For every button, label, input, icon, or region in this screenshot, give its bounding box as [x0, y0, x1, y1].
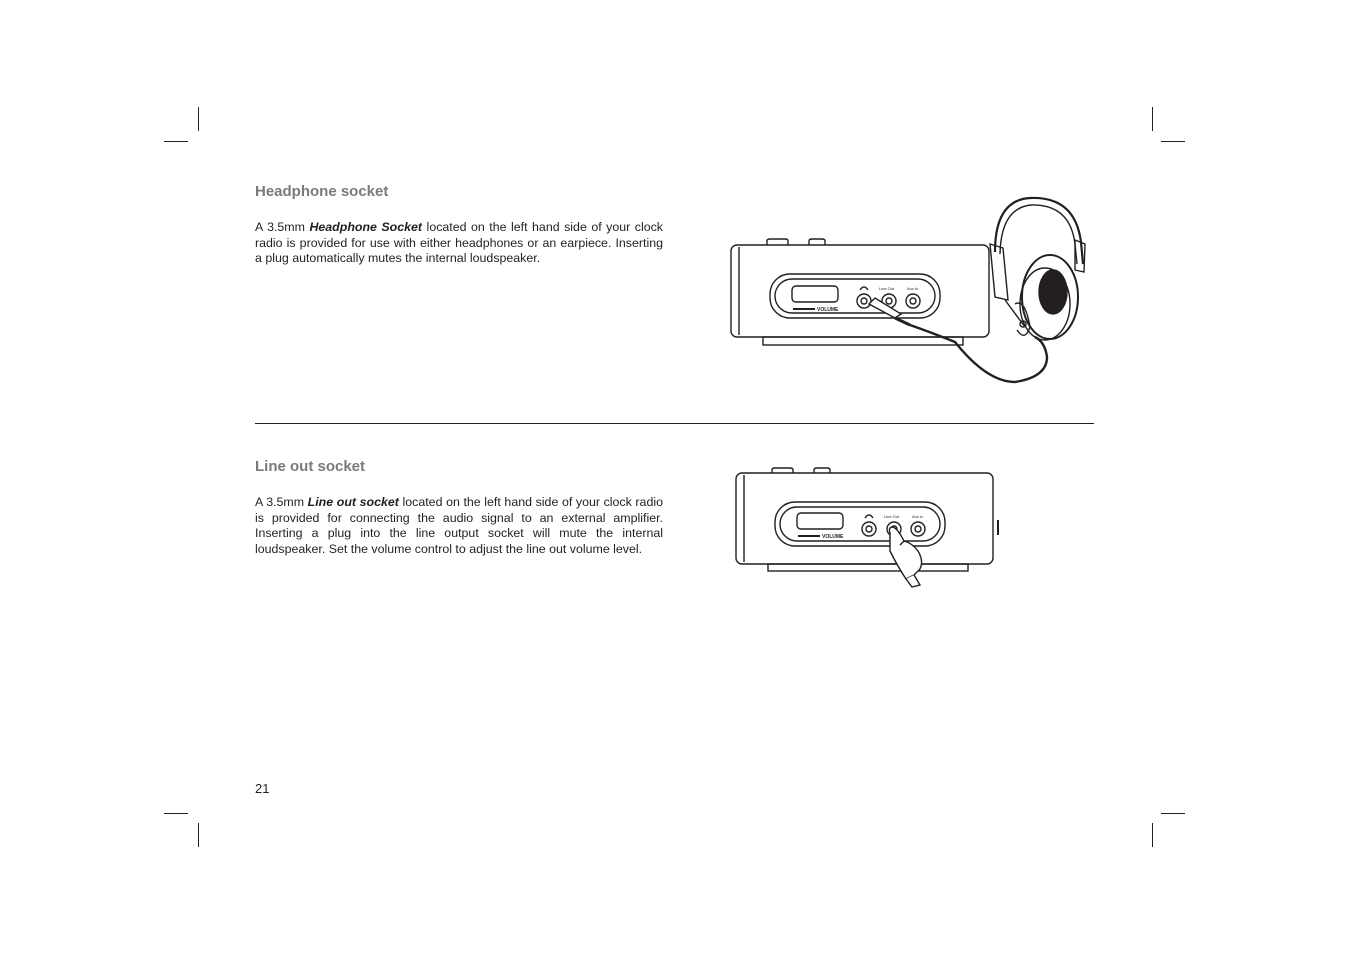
section-body-headphone: [255, 220, 663, 267]
volume-label: VOLUME: [822, 534, 844, 540]
crop-mark: [1161, 813, 1185, 814]
line-out-label: Line Out: [879, 286, 895, 291]
crop-mark: [164, 813, 188, 814]
line-out-illustration: [730, 465, 1010, 590]
aux-in-label: Aux In: [907, 286, 919, 291]
body-text: located on the left hand side of your clock radio is provided for connecting the audio signal to an external amplifier. Inserting a plug into the line output socket will mute the internal loudspeaker. Set the volume control to adjust the line out volume level.: [255, 495, 663, 556]
body-emphasis: Headphone Socket: [309, 220, 423, 234]
line-out-label: Line Out: [884, 514, 900, 519]
section-heading-headphone: Headphone socket: [255, 183, 389, 200]
body-emphasis: Line out socket: [307, 495, 399, 509]
crop-mark: [198, 823, 199, 847]
crop-mark: [1161, 141, 1185, 142]
crop-mark: [198, 107, 199, 131]
crop-mark: [164, 141, 188, 142]
crop-mark: [1152, 823, 1153, 847]
section-divider: [255, 423, 1094, 424]
headphone-illustration: [725, 192, 1095, 392]
page-number: 21: [255, 781, 270, 796]
aux-in-label: Aux In: [912, 514, 924, 519]
section-heading-line-out: Line out socket: [255, 458, 366, 475]
section-body-line-out: [255, 495, 663, 557]
body-text: A 3.5mm: [255, 220, 310, 234]
body-text: A 3.5mm: [255, 495, 308, 509]
volume-label: VOLUME: [817, 307, 839, 313]
crop-mark: [1152, 107, 1153, 131]
body-text: located on the left hand side of your clock radio is provided for use with either headphones or an earpiece. Inserting a plug automatically mutes the internal loudspeaker.: [255, 220, 664, 265]
